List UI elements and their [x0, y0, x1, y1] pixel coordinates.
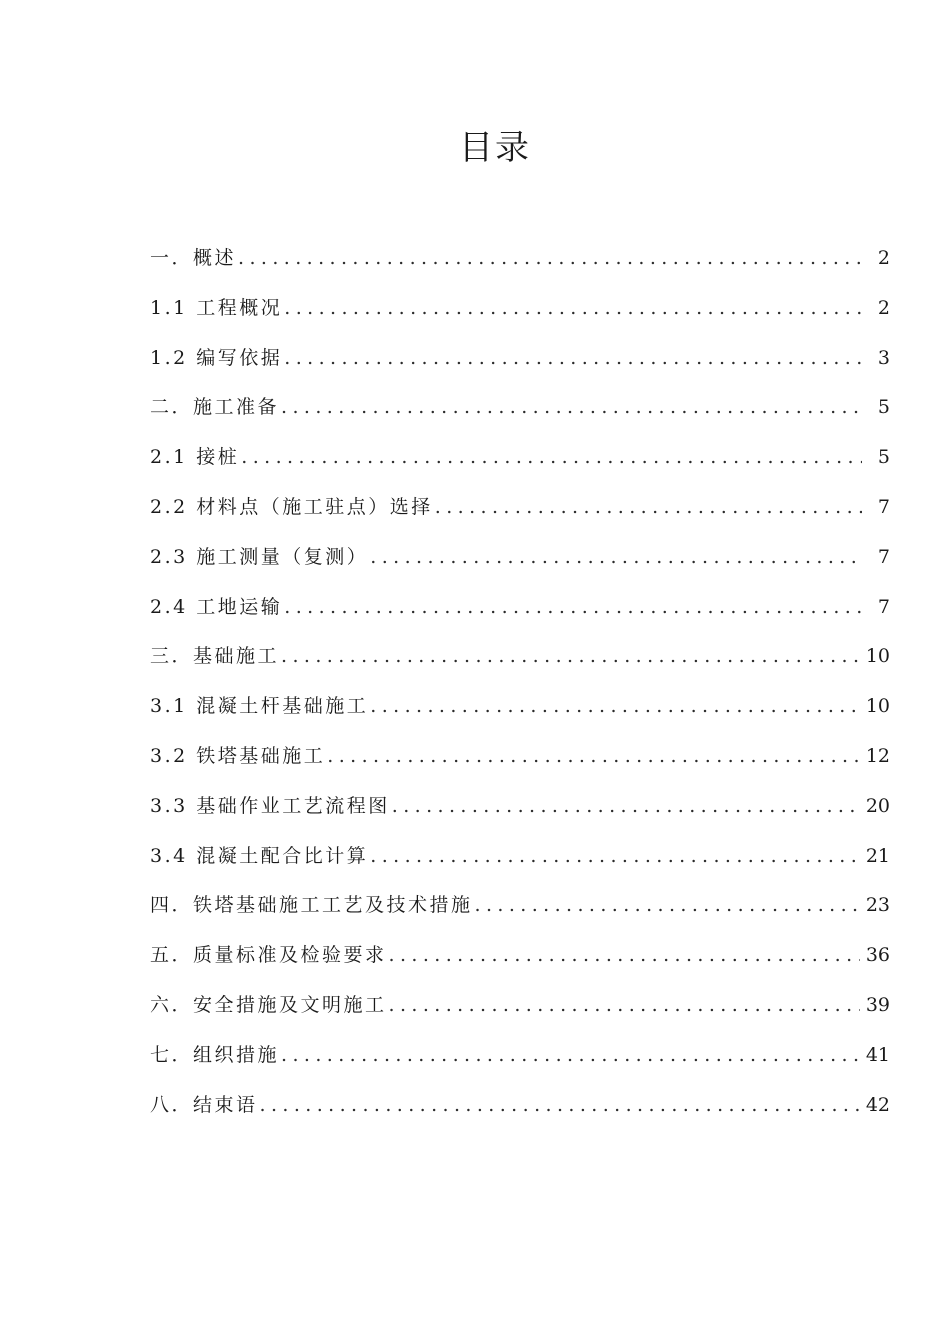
- toc-entry[interactable]: [150, 243, 890, 293]
- toc-entry-label: 一．概述: [150, 247, 237, 269]
- toc-entry[interactable]: [150, 293, 890, 343]
- toc-entry[interactable]: [150, 691, 890, 741]
- toc-dot-leader: [475, 894, 860, 916]
- toc-dot-leader: [392, 795, 860, 817]
- toc-dot-leader: [389, 944, 860, 966]
- toc-entry-label: 六．安全措施及文明施工: [150, 993, 387, 1016]
- toc-entry[interactable]: [150, 1090, 890, 1140]
- toc-entry-label: 三．基础施工: [150, 645, 280, 668]
- toc-entry[interactable]: [150, 542, 890, 592]
- toc-entry-page: 21: [865, 844, 890, 867]
- toc-dot-leader: [284, 347, 862, 369]
- toc-entry-page: 2: [877, 247, 890, 269]
- toc-entry-label: 七．组织措施: [150, 1043, 280, 1066]
- toc-entry-page: 10: [865, 695, 890, 718]
- toc-dot-leader: [284, 596, 862, 618]
- toc-dot-leader: [327, 745, 860, 767]
- toc-entry[interactable]: [150, 592, 890, 642]
- toc-entry-label: 3.1 混凝土杆基础施工: [150, 695, 369, 718]
- toc-entry[interactable]: [150, 641, 890, 691]
- toc-dot-leader: [370, 695, 860, 717]
- toc-entry-page: 39: [865, 993, 890, 1016]
- toc-dot-leader: [281, 1044, 860, 1066]
- toc-dot-leader: [370, 546, 862, 568]
- toc-dot-leader: [260, 1094, 860, 1116]
- toc-entry[interactable]: [150, 1040, 890, 1090]
- toc-entry-label: 二．施工准备: [150, 396, 280, 419]
- toc-dot-leader: [241, 446, 862, 468]
- toc-entry[interactable]: [150, 940, 890, 990]
- toc-dot-leader: [389, 994, 860, 1016]
- toc-entry[interactable]: [150, 990, 890, 1040]
- toc-entry-page: 23: [865, 894, 890, 917]
- toc-entry-page: 36: [865, 944, 890, 967]
- toc-entry-page: 5: [877, 446, 890, 469]
- toc-title: 目录: [459, 128, 531, 168]
- toc-dot-leader: [281, 645, 860, 667]
- toc-entry-page: 12: [865, 744, 890, 767]
- toc-entry-label: 2.4 工地运输: [150, 595, 283, 618]
- toc-entry-page: 5: [877, 396, 890, 419]
- toc-dot-leader: [284, 297, 862, 319]
- toc-entry[interactable]: [150, 791, 890, 841]
- toc-entry-label: 3.4 混凝土配合比计算: [150, 844, 369, 867]
- toc-entry-page: 7: [877, 595, 890, 618]
- toc-entry-label: 3.3 基础作业工艺流程图: [150, 794, 390, 817]
- toc-entry-page: 20: [865, 794, 890, 817]
- toc-entry-page: 3: [877, 346, 890, 369]
- toc-entry-page: 42: [865, 1093, 890, 1116]
- toc-entry-label: 3.2 铁塔基础施工: [150, 744, 326, 767]
- toc-entry[interactable]: [150, 890, 890, 940]
- toc-entry[interactable]: [150, 442, 890, 492]
- toc-dot-leader: [435, 496, 862, 518]
- toc-entry-label: 八．结束语: [150, 1093, 258, 1116]
- toc-entry-page: 7: [877, 545, 890, 568]
- toc-entry-label: 2.2 材料点（施工驻点）选择: [150, 495, 433, 518]
- toc-entry-label: 四．铁塔基础施工工艺及技术措施: [150, 894, 473, 917]
- toc-entry-label: 2.3 施工测量（复测）: [150, 545, 369, 568]
- toc-entry-page: 41: [865, 1043, 890, 1066]
- toc-entry[interactable]: [150, 392, 890, 442]
- toc-entry-label: 2.1 接桩: [150, 446, 240, 469]
- toc-entry[interactable]: [150, 841, 890, 891]
- toc-entry-label: 1.1 工程概况: [150, 296, 283, 319]
- toc-entry-page: 10: [865, 645, 890, 668]
- toc-entry-page: 7: [877, 495, 890, 518]
- toc-entry[interactable]: [150, 492, 890, 542]
- toc-list: [150, 243, 890, 1139]
- toc-entry-label: 五．质量标准及检验要求: [150, 944, 387, 967]
- toc-entry[interactable]: [150, 741, 890, 791]
- toc-dot-leader: [370, 845, 860, 867]
- toc-entry[interactable]: [150, 343, 890, 393]
- toc-dot-leader: [238, 247, 862, 269]
- toc-dot-leader: [281, 396, 862, 418]
- toc-entry-label: 1.2 编写依据: [150, 346, 283, 369]
- toc-entry-page: 2: [877, 296, 890, 319]
